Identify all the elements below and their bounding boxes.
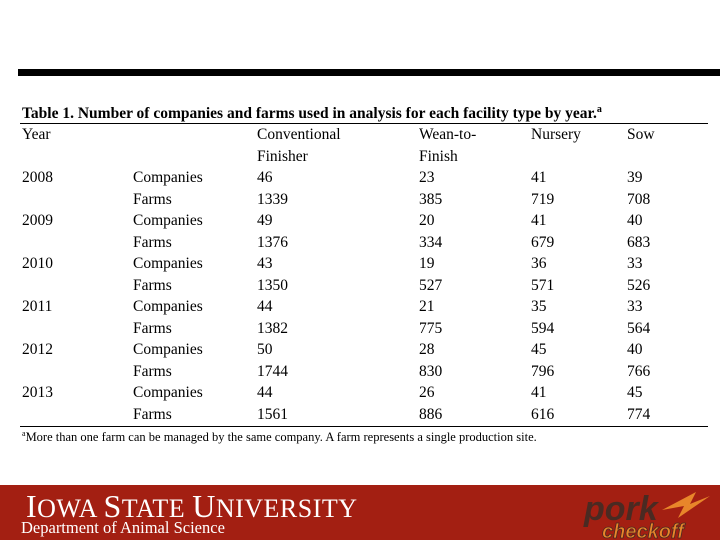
table-cell-wean: 775 — [419, 319, 443, 337]
table-cell-year: 2010 — [22, 255, 53, 272]
table-cell-nursery: 594 — [531, 319, 555, 337]
table-cell-conventional: 1382 — [257, 319, 288, 337]
table-bottom-divider — [20, 426, 708, 427]
footnote-text: More than one farm can be managed by the same company. A farm represents a single production site. — [25, 430, 537, 445]
table-cell-type: Companies — [133, 341, 203, 358]
table-cell-wean: 886 — [419, 405, 443, 423]
table-cell-conventional: 1561 — [257, 405, 288, 423]
table-cell-sow: 39 — [627, 169, 643, 186]
table-cell-conventional: 1350 — [257, 276, 288, 294]
table-cell-sow: 40 — [627, 212, 643, 229]
table-cell-wean: 19 — [419, 255, 435, 272]
header-wean-line2: Finish — [419, 148, 458, 165]
logo-word-checkoff: checkoff — [602, 521, 684, 540]
table-cell-sow: 564 — [627, 319, 651, 337]
logo-swoosh-icon — [662, 492, 710, 518]
table-cell-year: 2011 — [22, 298, 53, 315]
table-cell-conventional: 49 — [257, 212, 273, 229]
table-footnote — [22, 429, 537, 445]
caption-divider — [20, 123, 708, 124]
footnote-marker: a — [22, 429, 26, 438]
table-cell-sow: 526 — [627, 276, 651, 294]
table-cell-wean: 385 — [419, 190, 443, 208]
table-cell-sow: 766 — [627, 362, 651, 380]
table-cell-conventional: 43 — [257, 255, 273, 272]
table-cell-wean: 20 — [419, 212, 435, 229]
wordmark-owa: OWA — [37, 494, 104, 523]
table-cell-nursery: 616 — [531, 405, 555, 423]
table-cell-sow: 33 — [627, 255, 643, 272]
header-wean-to-finish: Wean-to- — [419, 126, 477, 143]
header-conventional-line2: Finisher — [257, 148, 308, 165]
table-cell-wean: 527 — [419, 276, 443, 294]
table-cell-conventional: 1376 — [257, 233, 288, 251]
table-cell-sow: 683 — [627, 233, 651, 251]
caption-footnote-marker: a — [596, 104, 602, 115]
table-cell-wean: 334 — [419, 233, 443, 251]
table-cell-wean: 23 — [419, 169, 435, 186]
wordmark-tate: TATE — [121, 494, 193, 523]
table-cell-conventional: 44 — [257, 298, 273, 315]
table-cell-type: Companies — [133, 169, 203, 186]
table-cell-type: Farms — [133, 276, 172, 294]
logo-word-pork: pork — [584, 490, 658, 528]
wordmark-u: U — [192, 488, 216, 524]
table-cell-year: 2009 — [22, 212, 53, 229]
table-cell-sow: 40 — [627, 341, 643, 358]
header-conventional: Conventional — [257, 126, 341, 143]
top-divider — [18, 69, 720, 76]
table-cell-type: Companies — [133, 298, 203, 315]
table-cell-wean: 28 — [419, 341, 435, 358]
table-cell-type: Farms — [133, 190, 172, 208]
table-cell-type: Companies — [133, 212, 203, 229]
table-cell-sow: 774 — [627, 405, 651, 423]
table-cell-conventional: 1744 — [257, 362, 288, 380]
table-cell-nursery: 679 — [531, 233, 555, 251]
table-cell-conventional: 50 — [257, 341, 273, 358]
table-cell-conventional: 1339 — [257, 190, 288, 208]
table-cell-type: Farms — [133, 362, 172, 380]
wordmark-i: I — [26, 488, 38, 524]
table-cell-nursery: 35 — [531, 298, 547, 315]
table-cell-nursery: 796 — [531, 362, 555, 380]
wordmark-niversity: NIVERSITY — [215, 494, 358, 523]
table-cell-type: Companies — [133, 384, 203, 401]
table-cell-year: 2008 — [22, 169, 53, 186]
table-cell-year: 2013 — [22, 384, 53, 401]
table-cell-type: Farms — [133, 405, 172, 423]
table-cell-sow: 708 — [627, 190, 651, 208]
table-cell-type: Companies — [133, 255, 203, 272]
table-cell-nursery: 41 — [531, 212, 547, 229]
caption-text: Table 1. Number of companies and farms used in analysis for each facility type by year. — [22, 105, 597, 123]
table-cell-wean: 830 — [419, 362, 443, 380]
table-cell-sow: 33 — [627, 298, 643, 315]
table-cell-nursery: 36 — [531, 255, 547, 272]
table-cell-conventional: 46 — [257, 169, 273, 186]
table-cell-sow: 45 — [627, 384, 643, 401]
pork-checkoff-logo — [578, 486, 718, 540]
table-cell-nursery: 719 — [531, 190, 555, 208]
table-cell-wean: 26 — [419, 384, 435, 401]
table-cell-type: Farms — [133, 319, 172, 337]
table-cell-nursery: 41 — [531, 169, 547, 186]
table-cell-nursery: 45 — [531, 341, 547, 358]
department-name: Department of Animal Science — [21, 518, 225, 537]
table-cell-year: 2012 — [22, 341, 53, 358]
wordmark-s: S — [103, 488, 122, 524]
header-nursery: Nursery — [531, 126, 581, 143]
table-caption — [22, 104, 712, 123]
table-cell-conventional: 44 — [257, 384, 273, 401]
header-year: Year — [22, 126, 51, 143]
table-cell-nursery: 571 — [531, 276, 555, 294]
table-cell-wean: 21 — [419, 298, 435, 315]
table-cell-type: Farms — [133, 233, 172, 251]
header-sow: Sow — [627, 126, 655, 143]
table-cell-nursery: 41 — [531, 384, 547, 401]
